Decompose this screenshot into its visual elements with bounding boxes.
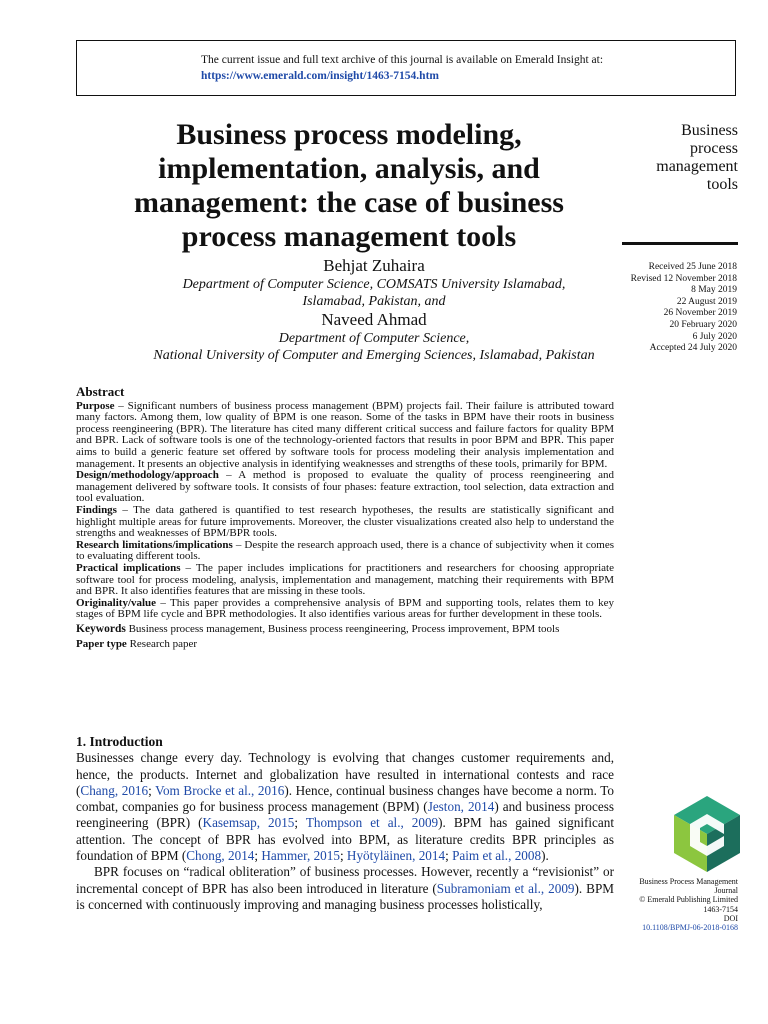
journal-name-line-2: Journal xyxy=(714,886,738,896)
abstract-heading: Abstract xyxy=(76,384,125,399)
author-2-affiliation-line-1: Department of Computer Science, xyxy=(278,331,470,346)
author-1-affiliation-line-2: Islamabad, Pakistan, and xyxy=(302,294,446,309)
abstract-limitations xyxy=(76,540,614,563)
citation-link[interactable]: Jeston, 2014 xyxy=(427,799,495,815)
author-block xyxy=(76,256,672,364)
introduction-paragraph-1 xyxy=(76,750,614,864)
history-revision-3: 22 August 2019 xyxy=(676,296,737,307)
title-line-3: management: the case of business xyxy=(134,186,564,219)
citation-link[interactable]: Kasemsap, 2015 xyxy=(202,815,295,831)
abstract-practical-label: Practical implications xyxy=(76,561,181,574)
paper-type xyxy=(76,639,614,651)
keywords-label: Keywords xyxy=(76,622,126,635)
body-text: ) and business process reengineering (BPR) ( xyxy=(76,799,614,831)
citation-link[interactable]: Paim et al., 2008 xyxy=(452,848,542,864)
citation-link[interactable]: Vom Brocke et al., 2016 xyxy=(155,782,285,798)
author-1-affiliation-line-1: Department of Computer Science, COMSATS University Islamabad, xyxy=(182,277,566,292)
abstract-design xyxy=(76,470,614,505)
archive-link[interactable]: https://www.emerald.com/insight/1463-7154.htm xyxy=(201,70,439,82)
title-line-1: Business process modeling, xyxy=(176,118,522,151)
citation-link[interactable]: Subramoniam et al., 2009 xyxy=(436,880,575,896)
body-text: ). BPM has gained significant attention. The concept of BPR has evolved into BPM, as literature credits BPR principles as foundation of BPM ( xyxy=(76,815,614,864)
running-title-line-1: Business xyxy=(681,122,738,139)
body-text: Businesses change every day. Technology is evolving that changes customer requirements and, hence, the products. Internet and globalization have resulted in international contests and race ( xyxy=(76,750,614,798)
citation-link[interactable]: Chong, 2014 xyxy=(186,848,255,864)
introduction-heading: 1. Introduction xyxy=(76,734,163,749)
archive-notice-box xyxy=(76,40,736,96)
article-title xyxy=(76,118,622,254)
abstract-purpose-label: Purpose xyxy=(76,399,115,412)
abstract-practical-text: – The paper includes implications for practitioners and researchers for choosing appropriate software tool for process modeling, analysis, implementation and management, matching their requirements with BPM and BPR. It also identifies features that are missing in these tools. xyxy=(76,561,614,598)
abstract xyxy=(76,386,614,651)
abstract-purpose xyxy=(76,401,614,471)
abstract-findings-text: – The data gathered is quantified to test research hypotheses, the results are statistically significant and highlight multiple areas for future improvements. Moreover, the cluster visualizations created also help to understand the strengths and weaknesses of BPM/BPR tools. xyxy=(76,503,614,540)
body-text: ; xyxy=(148,782,156,798)
citation-link[interactable]: Hammer, 2015 xyxy=(261,848,340,864)
body-text: ). BPM is concerned with continuously improving and managing business processes holistically, xyxy=(76,880,614,912)
journal-info xyxy=(624,877,738,932)
abstract-findings-label: Findings xyxy=(76,503,117,516)
title-line-4: process management tools xyxy=(181,220,517,253)
journal-issn: 1463-7154 xyxy=(703,904,738,914)
citation-link[interactable]: Thompson et al., 2009 xyxy=(305,815,439,831)
abstract-limitations-label: Research limitations/implications xyxy=(76,538,233,551)
history-revised: Revised 12 November 2018 xyxy=(630,273,737,284)
doi-link[interactable]: 10.1108/BPMJ-06-2018-0168 xyxy=(642,923,738,933)
citation-link[interactable]: Chang, 2016 xyxy=(80,782,149,798)
history-accepted: Accepted 24 July 2020 xyxy=(649,343,737,354)
archive-notice-text: The current issue and full text archive of this journal is available on Emerald Insight at: xyxy=(201,54,604,66)
running-title-rule xyxy=(622,242,738,245)
introduction-section xyxy=(76,734,614,913)
abstract-practical xyxy=(76,563,614,598)
author-2-affiliation-line-2: National University of Computer and Emerging Sciences, Islamabad, Pakistan xyxy=(153,348,595,363)
journal-name-line-1: Business Process Management xyxy=(639,877,738,886)
author-1-name: Behjat Zuhaira xyxy=(323,256,425,275)
doi-label: DOI xyxy=(723,913,738,923)
body-text: BPR focuses on “radical obliteration” of business processes. However, recently a “revisionist” or incremental concept of BPR has also been introduced in literature ( xyxy=(76,864,614,896)
body-text: ; xyxy=(339,848,347,864)
abstract-limitations-text: – Despite the research approach used, there is a chance of subjectivity when it comes to evaluating different tools. xyxy=(76,538,614,563)
publisher-copyright: © Emerald Publishing Limited xyxy=(639,895,738,905)
abstract-originality-text: – This paper provides a comprehensive analysis of BPM and supporting tools, relates them to key stages of BPM life cycle and BPR methodologies. It also identifies various areas for further development in these tools. xyxy=(76,596,614,621)
abstract-originality xyxy=(76,598,614,621)
paper-type-text: Research paper xyxy=(126,638,198,651)
running-title xyxy=(622,122,738,194)
history-revision-6: 6 July 2020 xyxy=(692,331,737,342)
keywords xyxy=(76,624,614,636)
body-text: ). xyxy=(541,848,549,864)
running-title-line-4: tools xyxy=(706,176,738,193)
abstract-design-text: – A method is proposed to evaluate the quality of process reengineering and management delivered by software tools. It consists of four phases: feature extraction, tool selection, data extraction and tool evaluation. xyxy=(76,469,614,505)
abstract-design-label: Design/methodology/approach xyxy=(76,469,219,482)
abstract-originality-label: Originality/value xyxy=(76,596,157,609)
running-title-line-2: process xyxy=(690,140,738,157)
doi-line xyxy=(624,914,738,932)
journal-logo-icon xyxy=(674,796,740,872)
abstract-findings xyxy=(76,505,614,540)
history-revision-5: 20 February 2020 xyxy=(669,319,737,330)
history-revision-2: 8 May 2019 xyxy=(691,285,737,296)
abstract-purpose-text: – Significant numbers of business process management (BPM) projects fail. Their failure is attributed toward many factors. Among them, low quality of BPM is one reason. Some of the tasks in BPM have their roots in business process reengineering (BPR). The literature has cited many different critical success and failure factors for quality BPM and BPR. Lack of software tools is one of the technology-oriented factors that results in poor BPM and BPR. This paper aims to build a generic feature set offered by software tools for process modeling their analysis implementation and management. It presents an objective analysis in identifying weaknesses and strengths of these tools, primarily for BPM. xyxy=(76,399,614,470)
body-text: ). Hence, continual business changes have become a norm. To combat, companies go for business process management (BPM) ( xyxy=(76,782,614,815)
body-text: ; xyxy=(254,848,262,864)
paper-type-label: Paper type xyxy=(76,638,127,651)
keywords-text: Business process management, Business process reengineering, Process improvement, BPM tools xyxy=(125,622,560,635)
introduction-paragraph-2 xyxy=(76,864,614,913)
title-line-2: implementation, analysis, and xyxy=(158,152,540,185)
body-text: ; xyxy=(445,848,453,864)
history-received: Received 25 June 2018 xyxy=(648,262,737,272)
author-2-name: Naveed Ahmad xyxy=(321,310,427,329)
body-text: ; xyxy=(294,815,306,831)
running-title-line-3: management xyxy=(656,158,738,175)
history-revision-4: 26 November 2019 xyxy=(663,308,737,319)
citation-link[interactable]: Hyötyläinen, 2014 xyxy=(346,848,446,864)
